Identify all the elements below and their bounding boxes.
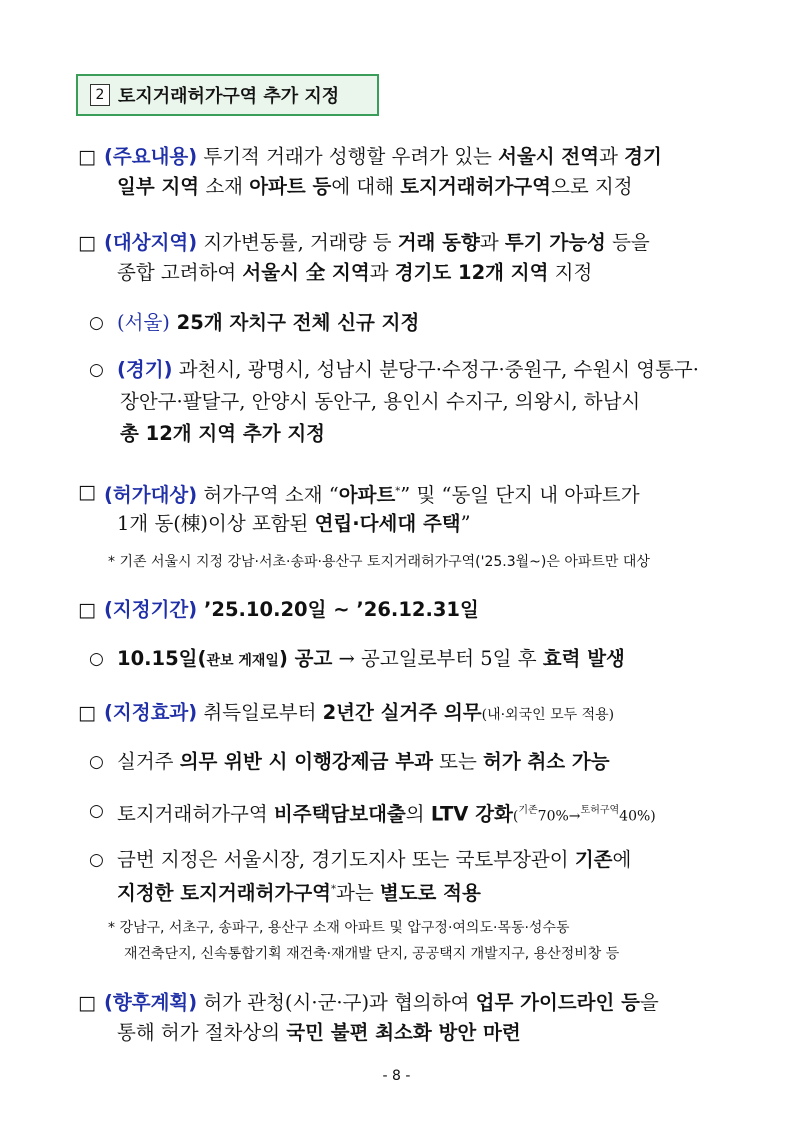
s5-emph: 별도로 적용: [379, 881, 481, 905]
s2-emph: 서울시 全 지역: [242, 261, 370, 284]
s1-line1: [104, 144, 662, 170]
s4-text: → 공고일로부터 5일 후: [332, 647, 543, 670]
s1-text: 투기적 거래가 성행할 우려가 있는: [197, 145, 499, 168]
s5-footnote-mark: *: [331, 884, 336, 895]
s3-footnote: * 기존 서울시 지정 강남·서초·송파·용산구 토지거래허가구역('25.3월~)은 아파트만 대상: [108, 554, 650, 570]
s6-emph: 국민 불편 최소화 방안 마련: [286, 1021, 521, 1044]
s1-text: 소재: [199, 175, 250, 198]
s4-emph: ) 공고: [278, 647, 333, 670]
seoul-label: (서울): [117, 311, 170, 334]
s1-label: (주요내용): [104, 145, 198, 168]
s2-text: 지정: [548, 261, 593, 284]
s1-text: 과: [599, 145, 625, 168]
square-bullet: □: [78, 992, 96, 1014]
s5-emph: 허가 취소 가능: [483, 750, 610, 773]
s5-text-small: (내·외국인 모두 적용): [481, 707, 615, 723]
s5-emph: 지정한 토지거래허가구역: [117, 881, 331, 905]
s2-seoul-line: [117, 310, 419, 336]
square-bullet: □: [78, 146, 96, 168]
s4-period: ’25.10.20일 ~ ’26.12.31일: [197, 598, 479, 621]
s5-text: 취득일로부터: [197, 701, 323, 724]
s4-emph: 효력 발생: [542, 647, 625, 670]
s4-emph-small: 관보 게재일: [206, 653, 279, 669]
s4-label: (지정기간): [104, 598, 198, 621]
s3-text: ” 및 “동일 단지 내 아파트가: [400, 483, 640, 507]
s3-emph: 아파트: [338, 483, 396, 507]
s6-text: 통해 허가 절차상의: [117, 1021, 287, 1044]
s5-text: 에: [612, 848, 632, 871]
s1-text: 에 대해: [331, 175, 401, 198]
s5-footnote-line2: 재건축단지, 신속통합기획 재건축·재개발 단지, 공공택지 개발지구, 용산정비창 등: [124, 946, 620, 962]
s3-line1: [104, 479, 640, 509]
s5-emph: 비주택담보대출: [273, 802, 406, 826]
s5-o3-line1: [117, 847, 631, 873]
s5-o3-line2: [117, 877, 481, 907]
circle-bullet: ○: [89, 801, 104, 821]
s2-line1: [104, 230, 650, 256]
s3-text: 허가구역 소재 “: [197, 483, 339, 507]
s5-emph: 기존: [574, 848, 613, 871]
s6-text: 허가 관청(시·군·구)과 협의하여: [197, 991, 476, 1014]
gg-label: (경기): [117, 358, 173, 381]
s5-text-small: 40%): [619, 808, 656, 825]
s6-line2: [117, 1020, 521, 1046]
s6-line1: [104, 990, 659, 1016]
s1-emph: 토지거래허가구역: [400, 175, 551, 198]
s2-gg-line2: 장안구·팔달구, 안양시 동안구, 용인시 수지구, 의왕시, 하남시: [120, 390, 641, 413]
s6-text: 을: [639, 991, 659, 1014]
section-title: 토지거래허가구역 추가 지정: [118, 86, 340, 107]
circle-bullet: ○: [89, 850, 104, 870]
s5-footnote-line1: * 강남구, 서초구, 송파구, 용산구 소재 아파트 및 압구정·여의도·목동·성수동: [108, 920, 570, 936]
page-number: - 8 -: [382, 1068, 411, 1084]
s2-label: (대상지역): [104, 231, 198, 254]
s5-o1: [117, 749, 610, 775]
s4-line1: [104, 597, 479, 623]
s5-sup: 토허구역: [580, 805, 620, 816]
s5-sup: 기존: [518, 805, 538, 816]
s1-text: 으로 지정: [550, 175, 633, 198]
s2-gg-line3: 총 12개 지역 추가 지정: [120, 422, 325, 445]
s5-emph: 2년간 실거주 의무: [322, 701, 482, 724]
s2-text: 등을: [605, 231, 650, 254]
s3-footnote-mark: *: [395, 486, 401, 497]
s6-label: (향후계획): [104, 991, 198, 1014]
s5-emph: 의무 위반 시 이행강제금 부과: [179, 750, 433, 773]
s1-line2: [117, 174, 633, 200]
s5-text-small: (: [512, 808, 519, 825]
s5-text: 의: [405, 802, 431, 826]
square-bullet: □: [78, 481, 96, 503]
s2-text: 종합 고려하여: [117, 261, 243, 284]
s2-emph: 거래 동향: [397, 231, 480, 254]
s5-text: 금번 지정은 서울시장, 경기도지사 또는 국토부장관이: [117, 848, 575, 871]
s4-emph: 10.15일(: [117, 647, 207, 670]
s2-text: 지가변동률, 거래량 등: [197, 231, 398, 254]
square-bullet: □: [78, 232, 96, 254]
s2-text: 과: [479, 231, 505, 254]
circle-bullet: ○: [89, 752, 104, 772]
s5-emph: LTV 강화: [430, 802, 513, 826]
square-bullet: □: [78, 702, 96, 724]
circle-bullet: ○: [89, 360, 104, 380]
s5-o2: [117, 798, 656, 830]
s3-text: 1개 동(棟)이상 포함된: [117, 512, 315, 535]
s3-line2: [117, 511, 471, 537]
section-number: 2: [90, 84, 110, 106]
s1-emph: 일부 지역: [117, 175, 200, 198]
s2-text: 과: [369, 261, 395, 284]
s5-text-small: 70%→: [537, 808, 581, 825]
s6-emph: 업무 가이드라인 등: [475, 991, 640, 1014]
s5-label: (지정효과): [104, 701, 198, 724]
s2-emph: 투기 가능성: [504, 231, 606, 254]
s2-emph: 경기도 12개 지역: [394, 261, 549, 284]
s2-line2: [117, 260, 592, 286]
s1-emph: 서울시 전역: [498, 145, 600, 168]
s5-text: 또는: [432, 750, 483, 773]
s4-sub: [117, 646, 625, 674]
s5-text: 과는: [336, 881, 380, 905]
s5-line1: [104, 700, 614, 728]
s1-emph: 경기: [624, 145, 662, 168]
gg-text: 과천시, 광명시, 성남시 분당구·수정구·중원구, 수원시 영통구·: [172, 358, 699, 381]
s3-label: (허가대상): [104, 483, 198, 507]
s2-gg-line1: [117, 357, 699, 383]
s5-text: 실거주: [117, 750, 180, 773]
s1-emph: 아파트 등: [249, 175, 332, 198]
circle-bullet: ○: [89, 649, 104, 669]
seoul-text: 25개 자치구 전체 신규 지정: [169, 311, 420, 334]
s3-emph: 연립·다세대 주택: [314, 512, 461, 535]
square-bullet: □: [78, 599, 96, 621]
section-title-box: [76, 74, 379, 116]
s3-text: ”: [460, 512, 471, 535]
circle-bullet: ○: [89, 313, 104, 333]
s5-text: 토지거래허가구역: [117, 802, 274, 826]
